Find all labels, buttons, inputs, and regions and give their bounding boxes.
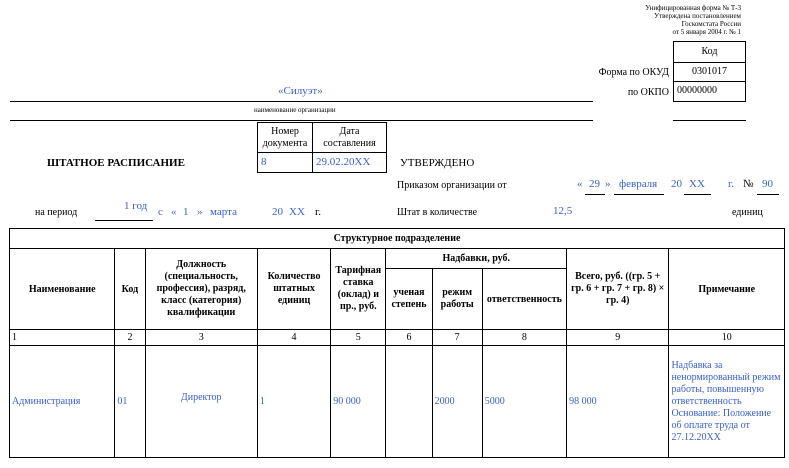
doc-date-header: Дата составления [312,122,387,153]
col-header-allow-degree: ученая степень [386,269,432,330]
col-header-rate: Тарифная ставка (оклад) и пр., руб. [331,249,386,330]
order-number-underline [757,194,779,195]
row-count: 1 [257,346,330,458]
okpo-value-cell: 00000000 [673,81,746,102]
form-header-line3: Госкомстата России [681,20,741,28]
period-duration: 1 год [124,200,148,212]
order-year-underline [684,194,711,195]
okud-label: Форма по ОКУД [598,67,669,78]
organization-name: «Силуэт» [278,85,323,97]
col-header-total: Всего, руб. ((гр. 5 + гр. 6 + гр. 7 + гр. 8) × гр. 4) [567,249,669,330]
col-number-7: 7 [432,330,482,346]
row-allow-degree [386,346,432,458]
row-code: 01 [115,346,145,458]
col-header-allowances: Надбавки, руб. [386,249,567,269]
order-year-suffix: г. [728,178,735,190]
order-day: 29 [589,178,600,190]
staff-label: Штат в количестве [397,207,478,218]
doc-number-header: Номер документа [257,122,313,153]
row-total: 98 000 [567,346,669,458]
doc-date-cell: 29.02.20XX [312,152,387,173]
document-title: ШТАТНОЕ РАСПИСАНИЕ [47,157,185,169]
order-quote-close: » [605,178,611,190]
organization-caption: наименование организации [254,106,336,114]
okpo-label: по ОКПО [627,87,669,98]
row-name: Администрация [10,346,115,458]
col-header-position: Должность (специальность, профессия), разряд, класс (категория) квалификации [145,249,257,330]
row-allow-regime: 2000 [432,346,482,458]
table-row [10,346,785,458]
col-header-note: Примечание [669,249,785,330]
col-number-3: 3 [145,330,257,346]
period-year-prefix: 20 [272,206,283,218]
form-header-line2: Утверждена постановлением [654,12,741,20]
col-number-6: 6 [386,330,432,346]
period-quote-close: » [197,206,203,218]
okud-value-cell: 0301017 [673,62,746,82]
period-quote-open: « [171,206,177,218]
order-year-prefix: 20 [671,178,682,190]
col-header-allow-regime: режим работы [432,269,482,330]
code-underline [673,120,746,121]
period-from-label: с [158,206,163,218]
staff-unit: единиц [732,207,763,218]
approved-label: УТВЕРЖДЕНО [400,157,475,169]
col-header-allow-resp: ответственность [482,269,566,330]
period-month: марта [210,206,237,218]
order-number: 90 [762,178,773,190]
order-month-underline [614,194,664,195]
group-header: Структурное подразделение [10,229,785,249]
order-quote-open: « [577,178,583,190]
row-allow-resp: 5000 [482,346,566,458]
period-year-suffix: г. [315,206,322,218]
col-number-1: 1 [10,330,115,346]
order-label: Приказом организации от [397,180,507,191]
order-day-underline [585,194,605,195]
form-header-line1: Унифицированная форма № Т-3 [645,4,741,12]
col-header-name: Наименование [10,249,115,330]
col-header-count: Количество штатных единиц [257,249,330,330]
col-number-5: 5 [331,330,386,346]
row-note: Надбавка за ненормированный режим работы, повышенную ответственность Основание: Положение об оплате труда от 27.12.20XX [669,346,785,458]
organization-underline [10,101,593,102]
kod-header-cell: Код [673,41,746,63]
organization-second-line [10,120,593,121]
period-duration-underline [95,220,153,221]
row-rate: 90 000 [331,346,386,458]
col-number-4: 4 [257,330,330,346]
period-day: 1 [183,206,189,218]
col-number-2: 2 [115,330,145,346]
period-year: XX [289,206,305,218]
period-label: на период [35,207,78,218]
order-month: февраля [619,178,658,190]
row-position: Директор [145,346,257,458]
col-header-code: Код [115,249,145,330]
doc-number-cell: 8 [257,152,313,173]
col-number-10: 10 [669,330,785,346]
order-number-sign: № [743,178,754,190]
staff-value: 12,5 [553,205,573,217]
col-number-9: 9 [567,330,669,346]
order-year: XX [689,178,705,190]
col-number-8: 8 [482,330,566,346]
staffing-table [9,228,785,458]
form-header-line4: от 5 января 2004 г. № 1 [672,28,741,36]
